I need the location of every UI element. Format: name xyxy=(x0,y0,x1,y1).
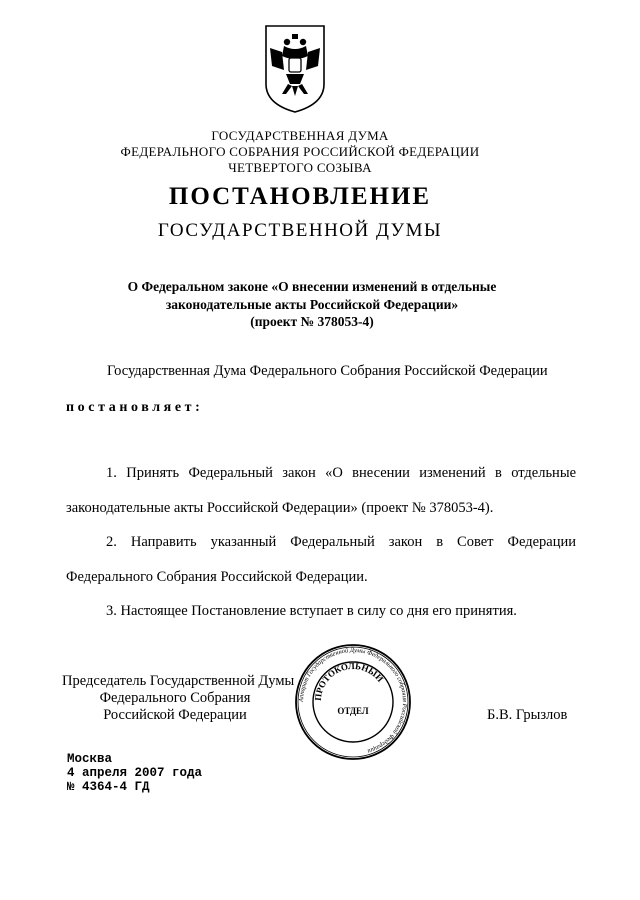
about-line-1: О Федеральном законе «О внесении изменений в отдельные xyxy=(127,279,497,294)
signature-title-line-2: Федерального Собрания xyxy=(99,690,251,706)
header-line-3: ЧЕТВЕРТОГО СОЗЫВА xyxy=(228,160,372,175)
item-1-line-2: законодательные акты Российской Федерации» (проект № 378053-4). xyxy=(66,500,494,516)
signature-title-line-1: Председатель Государственной Думы xyxy=(62,673,295,689)
item-2-line-2: Федерального Собрания Российской Федерации. xyxy=(66,569,368,585)
footer-number: № 4364-4 ГД xyxy=(67,780,150,794)
stamp-outer-text: Аппарат Государственной Думы Федерального собрания Российской Федерации xyxy=(297,646,409,755)
document-title: ПОСТАНОВЛЕНИЕ xyxy=(168,183,432,210)
footer-date: 4 апреля 2007 года xyxy=(67,766,203,780)
document-subtitle: ГОСУДАРСТВЕННОЙ ДУМЫ xyxy=(157,220,443,241)
about-line-3: (проект № 378053-4) xyxy=(250,314,374,329)
coat-of-arms-icon xyxy=(262,22,328,114)
seal-stamp-icon xyxy=(293,643,413,761)
item-3: 3. Настоящее Постановление вступает в силу со дня его принятия. xyxy=(106,603,517,619)
item-1-line-1: 1. Принять Федеральный закон «О внесении изменений в отдельные xyxy=(106,465,576,481)
signature-title-line-3: Российской Федерации xyxy=(103,707,247,723)
resolves-word: постановляет: xyxy=(66,400,204,415)
header-line-1: ГОСУДАРСТВЕННАЯ ДУМА xyxy=(211,128,389,143)
signer-name: Б.В. Грызлов xyxy=(487,707,568,723)
svg-text:ПРОТОКОЛЬНЫЙ xyxy=(313,661,385,701)
about-line-2: законодательные акты Российской Федерации» xyxy=(165,297,459,312)
header-line-2: ФЕДЕРАЛЬНОГО СОБРАНИЯ РОССИЙСКОЙ ФЕДЕРАЦИИ xyxy=(120,144,480,159)
intro-paragraph: Государственная Дума Федерального Собрания Российской Федерации xyxy=(107,363,548,379)
stamp-center-text: ОТДЕЛ xyxy=(337,706,369,716)
item-2-line-1: 2. Направить указанный Федеральный закон в Совет Федерации xyxy=(106,534,576,550)
stamp-inner-top-text: ПРОТОКОЛЬНЫЙ xyxy=(312,660,386,702)
footer-city: Москва xyxy=(67,752,113,766)
